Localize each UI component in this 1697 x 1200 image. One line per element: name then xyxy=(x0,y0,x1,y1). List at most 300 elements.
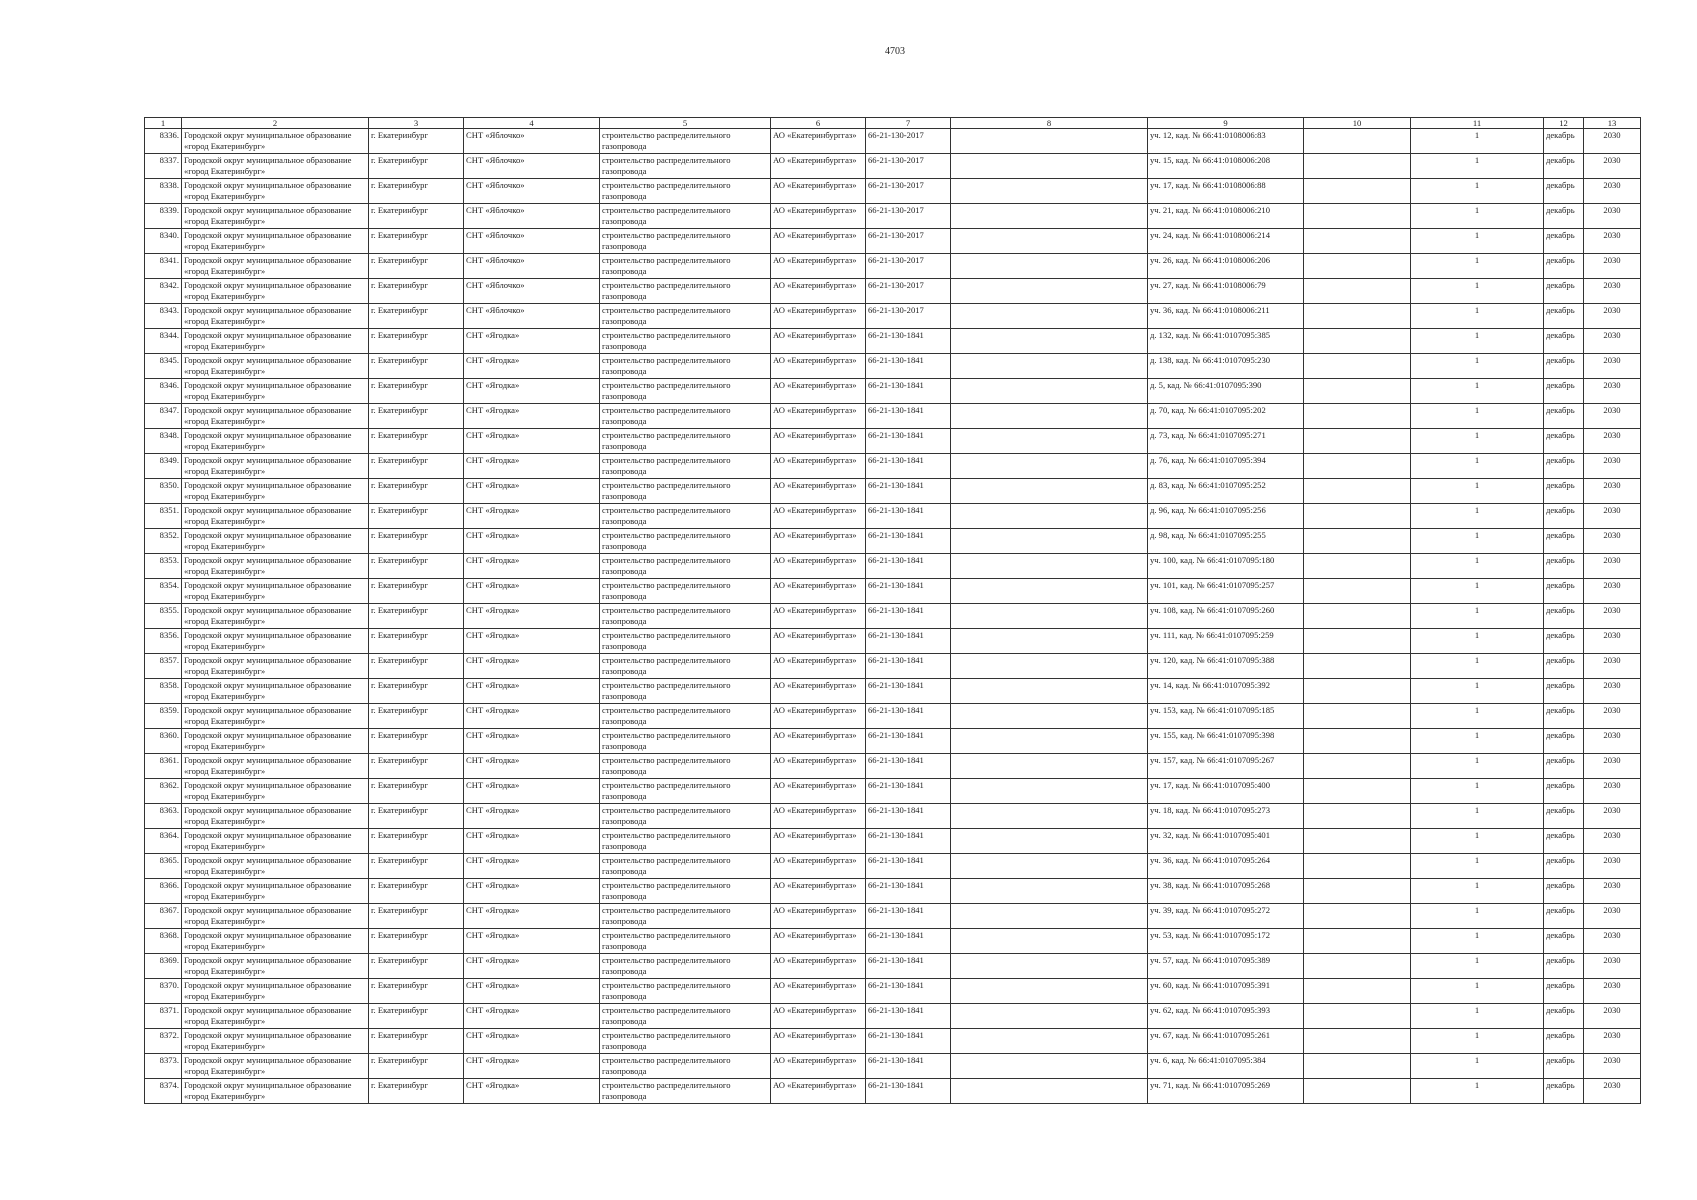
row-number: 8336. xyxy=(145,129,182,154)
organization-cell: АО «Екатеринбурггаз» xyxy=(771,904,866,929)
quantity-cell: 1 xyxy=(1411,804,1544,829)
plot-cell: д. 83, кад. № 66:41:0107095:252 xyxy=(1148,479,1304,504)
document-number-cell: 66-21-130-1841 xyxy=(866,904,951,929)
plot-cell: уч. 53, кад. № 66:41:0107095:172 xyxy=(1148,929,1304,954)
column-number: 10 xyxy=(1304,118,1411,129)
work-cell: строительство распределительного газопровода xyxy=(600,204,771,229)
empty-cell xyxy=(1304,1004,1411,1029)
organization-cell: АО «Екатеринбурггаз» xyxy=(771,304,866,329)
empty-cell xyxy=(1304,1029,1411,1054)
row-number: 8366. xyxy=(145,879,182,904)
row-number: 8374. xyxy=(145,1079,182,1104)
city-cell: г. Екатеринбург xyxy=(369,879,464,904)
table-row xyxy=(145,904,1641,929)
city-cell: г. Екатеринбург xyxy=(369,204,464,229)
city-cell: г. Екатеринбург xyxy=(369,1054,464,1079)
plot-cell: уч. 15, кад. № 66:41:0108006:208 xyxy=(1148,154,1304,179)
empty-cell xyxy=(951,554,1148,579)
month-cell: декабрь xyxy=(1544,504,1584,529)
row-number: 8371. xyxy=(145,1004,182,1029)
empty-cell xyxy=(951,829,1148,854)
work-cell: строительство распределительного газопровода xyxy=(600,654,771,679)
work-cell: строительство распределительного газопровода xyxy=(600,1029,771,1054)
month-cell: декабрь xyxy=(1544,929,1584,954)
city-cell: г. Екатеринбург xyxy=(369,979,464,1004)
row-number: 8353. xyxy=(145,554,182,579)
work-cell: строительство распределительного газопровода xyxy=(600,579,771,604)
work-cell: строительство распределительного газопровода xyxy=(600,329,771,354)
empty-cell xyxy=(951,504,1148,529)
work-cell: строительство распределительного газопровода xyxy=(600,904,771,929)
year-cell: 2030 xyxy=(1584,629,1641,654)
month-cell: декабрь xyxy=(1544,804,1584,829)
table-row xyxy=(145,329,1641,354)
work-cell: строительство распределительного газопровода xyxy=(600,429,771,454)
empty-cell xyxy=(1304,829,1411,854)
year-cell: 2030 xyxy=(1584,904,1641,929)
month-cell: декабрь xyxy=(1544,329,1584,354)
year-cell: 2030 xyxy=(1584,504,1641,529)
month-cell: декабрь xyxy=(1544,229,1584,254)
plot-cell: уч. 108, кад. № 66:41:0107095:260 xyxy=(1148,604,1304,629)
work-cell: строительство распределительного газопровода xyxy=(600,229,771,254)
month-cell: декабрь xyxy=(1544,479,1584,504)
organization-cell: АО «Екатеринбурггаз» xyxy=(771,579,866,604)
plot-cell: уч. 36, кад. № 66:41:0108006:211 xyxy=(1148,304,1304,329)
year-cell: 2030 xyxy=(1584,279,1641,304)
plot-cell: уч. 153, кад. № 66:41:0107095:185 xyxy=(1148,704,1304,729)
year-cell: 2030 xyxy=(1584,854,1641,879)
column-number: 1 xyxy=(145,118,182,129)
owner-cell: Городской округ муниципальное образование «город Екатеринбург» xyxy=(182,629,369,654)
organization-cell: АО «Екатеринбурггаз» xyxy=(771,504,866,529)
plot-cell: д. 98, кад. № 66:41:0107095:255 xyxy=(1148,529,1304,554)
row-number: 8368. xyxy=(145,929,182,954)
column-number: 7 xyxy=(866,118,951,129)
quantity-cell: 1 xyxy=(1411,304,1544,329)
empty-cell xyxy=(951,729,1148,754)
empty-cell xyxy=(951,429,1148,454)
empty-cell xyxy=(951,479,1148,504)
organization-cell: АО «Екатеринбурггаз» xyxy=(771,679,866,704)
month-cell: декабрь xyxy=(1544,429,1584,454)
month-cell: декабрь xyxy=(1544,829,1584,854)
organization-cell: АО «Екатеринбурггаз» xyxy=(771,229,866,254)
work-cell: строительство распределительного газопровода xyxy=(600,879,771,904)
empty-cell xyxy=(951,754,1148,779)
year-cell: 2030 xyxy=(1584,329,1641,354)
place-cell: СНТ «Ягодка» xyxy=(464,654,600,679)
quantity-cell: 1 xyxy=(1411,229,1544,254)
table-row xyxy=(145,479,1641,504)
month-cell: декабрь xyxy=(1544,529,1584,554)
year-cell: 2030 xyxy=(1584,354,1641,379)
document-number-cell: 66-21-130-1841 xyxy=(866,1029,951,1054)
city-cell: г. Екатеринбург xyxy=(369,129,464,154)
year-cell: 2030 xyxy=(1584,1004,1641,1029)
quantity-cell: 1 xyxy=(1411,979,1544,1004)
month-cell: декабрь xyxy=(1544,604,1584,629)
work-cell: строительство распределительного газопровода xyxy=(600,1079,771,1104)
plot-cell: уч. 155, кад. № 66:41:0107095:398 xyxy=(1148,729,1304,754)
table-row xyxy=(145,804,1641,829)
place-cell: СНТ «Ягодка» xyxy=(464,979,600,1004)
place-cell: СНТ «Яблочко» xyxy=(464,179,600,204)
table-row xyxy=(145,554,1641,579)
table-row xyxy=(145,279,1641,304)
empty-cell xyxy=(951,779,1148,804)
year-cell: 2030 xyxy=(1584,554,1641,579)
owner-cell: Городской округ муниципальное образование «город Екатеринбург» xyxy=(182,854,369,879)
owner-cell: Городской округ муниципальное образование «город Екатеринбург» xyxy=(182,504,369,529)
owner-cell: Городской округ муниципальное образование «город Екатеринбург» xyxy=(182,304,369,329)
year-cell: 2030 xyxy=(1584,579,1641,604)
quantity-cell: 1 xyxy=(1411,729,1544,754)
place-cell: СНТ «Ягодка» xyxy=(464,879,600,904)
organization-cell: АО «Екатеринбурггаз» xyxy=(771,954,866,979)
empty-cell xyxy=(951,679,1148,704)
empty-cell xyxy=(951,329,1148,354)
document-number-cell: 66-21-130-1841 xyxy=(866,804,951,829)
document-number-cell: 66-21-130-1841 xyxy=(866,679,951,704)
empty-cell xyxy=(951,954,1148,979)
city-cell: г. Екатеринбург xyxy=(369,429,464,454)
place-cell: СНТ «Ягодка» xyxy=(464,554,600,579)
work-cell: строительство распределительного газопровода xyxy=(600,954,771,979)
month-cell: декабрь xyxy=(1544,904,1584,929)
document-number-cell: 66-21-130-2017 xyxy=(866,179,951,204)
quantity-cell: 1 xyxy=(1411,754,1544,779)
document-number-cell: 66-21-130-1841 xyxy=(866,379,951,404)
table-row xyxy=(145,954,1641,979)
page-number: 4703 xyxy=(885,46,905,57)
work-cell: строительство распределительного газопровода xyxy=(600,929,771,954)
empty-cell xyxy=(1304,804,1411,829)
owner-cell: Городской округ муниципальное образование «город Екатеринбург» xyxy=(182,754,369,779)
plot-cell: д. 132, кад. № 66:41:0107095:385 xyxy=(1148,329,1304,354)
row-number: 8370. xyxy=(145,979,182,1004)
empty-cell xyxy=(951,579,1148,604)
empty-cell xyxy=(1304,529,1411,554)
document-number-cell: 66-21-130-2017 xyxy=(866,229,951,254)
empty-cell xyxy=(1304,879,1411,904)
organization-cell: АО «Екатеринбурггаз» xyxy=(771,604,866,629)
quantity-cell: 1 xyxy=(1411,354,1544,379)
table-row xyxy=(145,379,1641,404)
organization-cell: АО «Екатеринбурггаз» xyxy=(771,254,866,279)
empty-cell xyxy=(951,529,1148,554)
empty-cell xyxy=(1304,129,1411,154)
row-number: 8358. xyxy=(145,679,182,704)
quantity-cell: 1 xyxy=(1411,929,1544,954)
row-number: 8367. xyxy=(145,904,182,929)
empty-cell xyxy=(951,354,1148,379)
month-cell: декабрь xyxy=(1544,404,1584,429)
empty-cell xyxy=(951,704,1148,729)
quantity-cell: 1 xyxy=(1411,779,1544,804)
plot-cell: уч. 17, кад. № 66:41:0108006:88 xyxy=(1148,179,1304,204)
owner-cell: Городской округ муниципальное образование «город Екатеринбург» xyxy=(182,529,369,554)
organization-cell: АО «Екатеринбурггаз» xyxy=(771,729,866,754)
empty-cell xyxy=(951,1004,1148,1029)
row-number: 8355. xyxy=(145,604,182,629)
empty-cell xyxy=(951,179,1148,204)
work-cell: строительство распределительного газопровода xyxy=(600,404,771,429)
city-cell: г. Екатеринбург xyxy=(369,529,464,554)
organization-cell: АО «Екатеринбурггаз» xyxy=(771,654,866,679)
organization-cell: АО «Екатеринбурггаз» xyxy=(771,279,866,304)
organization-cell: АО «Екатеринбурггаз» xyxy=(771,1029,866,1054)
year-cell: 2030 xyxy=(1584,1029,1641,1054)
empty-cell xyxy=(1304,554,1411,579)
plot-cell: уч. 38, кад. № 66:41:0107095:268 xyxy=(1148,879,1304,904)
row-number: 8348. xyxy=(145,429,182,454)
quantity-cell: 1 xyxy=(1411,429,1544,454)
owner-cell: Городской округ муниципальное образование «город Екатеринбург» xyxy=(182,954,369,979)
plot-cell: уч. 101, кад. № 66:41:0107095:257 xyxy=(1148,579,1304,604)
organization-cell: АО «Екатеринбурггаз» xyxy=(771,429,866,454)
month-cell: декабрь xyxy=(1544,979,1584,1004)
year-cell: 2030 xyxy=(1584,204,1641,229)
quantity-cell: 1 xyxy=(1411,879,1544,904)
organization-cell: АО «Екатеринбурггаз» xyxy=(771,354,866,379)
place-cell: СНТ «Яблочко» xyxy=(464,154,600,179)
city-cell: г. Екатеринбург xyxy=(369,554,464,579)
table-row xyxy=(145,1054,1641,1079)
row-number: 8344. xyxy=(145,329,182,354)
city-cell: г. Екатеринбург xyxy=(369,179,464,204)
plot-cell: уч. 36, кад. № 66:41:0107095:264 xyxy=(1148,854,1304,879)
row-number: 8369. xyxy=(145,954,182,979)
year-cell: 2030 xyxy=(1584,379,1641,404)
organization-cell: АО «Екатеринбурггаз» xyxy=(771,404,866,429)
year-cell: 2030 xyxy=(1584,829,1641,854)
work-cell: строительство распределительного газопровода xyxy=(600,854,771,879)
document-number-cell: 66-21-130-1841 xyxy=(866,479,951,504)
quantity-cell: 1 xyxy=(1411,1004,1544,1029)
empty-cell xyxy=(1304,704,1411,729)
work-cell: строительство распределительного газопровода xyxy=(600,304,771,329)
table-row xyxy=(145,1079,1641,1104)
document-number-cell: 66-21-130-2017 xyxy=(866,254,951,279)
table-row xyxy=(145,429,1641,454)
document-number-cell: 66-21-130-1841 xyxy=(866,929,951,954)
place-cell: СНТ «Ягодка» xyxy=(464,804,600,829)
owner-cell: Городской округ муниципальное образование «город Екатеринбург» xyxy=(182,254,369,279)
row-number: 8373. xyxy=(145,1054,182,1079)
work-cell: строительство распределительного газопровода xyxy=(600,1004,771,1029)
register-table xyxy=(144,117,1641,1104)
city-cell: г. Екатеринбург xyxy=(369,479,464,504)
document-number-cell: 66-21-130-2017 xyxy=(866,304,951,329)
table-row xyxy=(145,504,1641,529)
document-number-cell: 66-21-130-1841 xyxy=(866,729,951,754)
owner-cell: Городской округ муниципальное образование «город Екатеринбург» xyxy=(182,179,369,204)
table-row xyxy=(145,829,1641,854)
empty-cell xyxy=(951,154,1148,179)
table-row xyxy=(145,129,1641,154)
city-cell: г. Екатеринбург xyxy=(369,779,464,804)
owner-cell: Городской округ муниципальное образование «город Екатеринбург» xyxy=(182,804,369,829)
place-cell: СНТ «Ягодка» xyxy=(464,604,600,629)
city-cell: г. Екатеринбург xyxy=(369,704,464,729)
empty-cell xyxy=(1304,329,1411,354)
owner-cell: Городской округ муниципальное образование «город Екатеринбург» xyxy=(182,704,369,729)
table-row xyxy=(145,704,1641,729)
owner-cell: Городской округ муниципальное образование «город Екатеринбург» xyxy=(182,379,369,404)
organization-cell: АО «Екатеринбурггаз» xyxy=(771,154,866,179)
year-cell: 2030 xyxy=(1584,754,1641,779)
quantity-cell: 1 xyxy=(1411,629,1544,654)
place-cell: СНТ «Ягодка» xyxy=(464,479,600,504)
city-cell: г. Екатеринбург xyxy=(369,579,464,604)
owner-cell: Городской округ муниципальное образование «город Екатеринбург» xyxy=(182,554,369,579)
plot-cell: уч. 18, кад. № 66:41:0107095:273 xyxy=(1148,804,1304,829)
empty-cell xyxy=(951,929,1148,954)
place-cell: СНТ «Ягодка» xyxy=(464,454,600,479)
owner-cell: Городской округ муниципальное образование «город Екатеринбург» xyxy=(182,329,369,354)
table-row xyxy=(145,579,1641,604)
row-number: 8351. xyxy=(145,504,182,529)
place-cell: СНТ «Ягодка» xyxy=(464,529,600,554)
place-cell: СНТ «Яблочко» xyxy=(464,204,600,229)
organization-cell: АО «Екатеринбурггаз» xyxy=(771,879,866,904)
row-number: 8347. xyxy=(145,404,182,429)
owner-cell: Городской округ муниципальное образование «город Екатеринбург» xyxy=(182,204,369,229)
month-cell: декабрь xyxy=(1544,254,1584,279)
owner-cell: Городской округ муниципальное образование «город Екатеринбург» xyxy=(182,229,369,254)
empty-cell xyxy=(951,129,1148,154)
column-number: 2 xyxy=(182,118,369,129)
document-number-cell: 66-21-130-1841 xyxy=(866,754,951,779)
city-cell: г. Екатеринбург xyxy=(369,754,464,779)
plot-cell: уч. 157, кад. № 66:41:0107095:267 xyxy=(1148,754,1304,779)
row-number: 8339. xyxy=(145,204,182,229)
table-row xyxy=(145,854,1641,879)
city-cell: г. Екатеринбург xyxy=(369,804,464,829)
city-cell: г. Екатеринбург xyxy=(369,854,464,879)
row-number: 8359. xyxy=(145,704,182,729)
work-cell: строительство распределительного газопровода xyxy=(600,1054,771,1079)
row-number: 8338. xyxy=(145,179,182,204)
quantity-cell: 1 xyxy=(1411,904,1544,929)
place-cell: СНТ «Ягодка» xyxy=(464,629,600,654)
city-cell: г. Екатеринбург xyxy=(369,654,464,679)
row-number: 8345. xyxy=(145,354,182,379)
month-cell: декабрь xyxy=(1544,1004,1584,1029)
table-row xyxy=(145,204,1641,229)
plot-cell: уч. 32, кад. № 66:41:0107095:401 xyxy=(1148,829,1304,854)
empty-cell xyxy=(951,854,1148,879)
owner-cell: Городской округ муниципальное образование «город Екатеринбург» xyxy=(182,404,369,429)
work-cell: строительство распределительного газопровода xyxy=(600,754,771,779)
month-cell: декабрь xyxy=(1544,954,1584,979)
quantity-cell: 1 xyxy=(1411,854,1544,879)
table-row xyxy=(145,154,1641,179)
quantity-cell: 1 xyxy=(1411,529,1544,554)
row-number: 8365. xyxy=(145,854,182,879)
table-row xyxy=(145,979,1641,1004)
month-cell: декабрь xyxy=(1544,1029,1584,1054)
owner-cell: Городской округ муниципальное образование «город Екатеринбург» xyxy=(182,1029,369,1054)
column-number: 5 xyxy=(600,118,771,129)
quantity-cell: 1 xyxy=(1411,954,1544,979)
quantity-cell: 1 xyxy=(1411,1079,1544,1104)
document-number-cell: 66-21-130-2017 xyxy=(866,129,951,154)
year-cell: 2030 xyxy=(1584,479,1641,504)
empty-cell xyxy=(1304,504,1411,529)
city-cell: г. Екатеринбург xyxy=(369,329,464,354)
work-cell: строительство распределительного газопровода xyxy=(600,154,771,179)
work-cell: строительство распределительного газопровода xyxy=(600,354,771,379)
document-number-cell: 66-21-130-1841 xyxy=(866,879,951,904)
document-number-cell: 66-21-130-1841 xyxy=(866,854,951,879)
month-cell: декабрь xyxy=(1544,379,1584,404)
place-cell: СНТ «Ягодка» xyxy=(464,779,600,804)
place-cell: СНТ «Ягодка» xyxy=(464,729,600,754)
quantity-cell: 1 xyxy=(1411,329,1544,354)
empty-cell xyxy=(1304,479,1411,504)
owner-cell: Городской округ муниципальное образование «город Екатеринбург» xyxy=(182,454,369,479)
document-number-cell: 66-21-130-1841 xyxy=(866,1079,951,1104)
organization-cell: АО «Екатеринбурггаз» xyxy=(771,1004,866,1029)
owner-cell: Городской округ муниципальное образование «город Екатеринбург» xyxy=(182,779,369,804)
organization-cell: АО «Екатеринбурггаз» xyxy=(771,629,866,654)
empty-cell xyxy=(951,804,1148,829)
row-number: 8354. xyxy=(145,579,182,604)
empty-cell xyxy=(1304,429,1411,454)
empty-cell xyxy=(1304,454,1411,479)
year-cell: 2030 xyxy=(1584,804,1641,829)
year-cell: 2030 xyxy=(1584,404,1641,429)
row-number: 8342. xyxy=(145,279,182,304)
year-cell: 2030 xyxy=(1584,429,1641,454)
place-cell: СНТ «Ягодка» xyxy=(464,379,600,404)
row-number: 8350. xyxy=(145,479,182,504)
quantity-cell: 1 xyxy=(1411,279,1544,304)
organization-cell: АО «Екатеринбурггаз» xyxy=(771,704,866,729)
empty-cell xyxy=(951,229,1148,254)
city-cell: г. Екатеринбург xyxy=(369,929,464,954)
plot-cell: уч. 14, кад. № 66:41:0107095:392 xyxy=(1148,679,1304,704)
plot-cell: уч. 12, кад. № 66:41:0108006:83 xyxy=(1148,129,1304,154)
column-number: 6 xyxy=(771,118,866,129)
empty-cell xyxy=(1304,279,1411,304)
plot-cell: уч. 62, кад. № 66:41:0107095:393 xyxy=(1148,1004,1304,1029)
empty-cell xyxy=(1304,679,1411,704)
year-cell: 2030 xyxy=(1584,304,1641,329)
organization-cell: АО «Екатеринбурггаз» xyxy=(771,1054,866,1079)
organization-cell: АО «Екатеринбурггаз» xyxy=(771,754,866,779)
organization-cell: АО «Екатеринбурггаз» xyxy=(771,529,866,554)
work-cell: строительство распределительного газопровода xyxy=(600,479,771,504)
plot-cell: д. 96, кад. № 66:41:0107095:256 xyxy=(1148,504,1304,529)
quantity-cell: 1 xyxy=(1411,704,1544,729)
empty-cell xyxy=(1304,904,1411,929)
document-number-cell: 66-21-130-1841 xyxy=(866,529,951,554)
table-row xyxy=(145,354,1641,379)
place-cell: СНТ «Ягодка» xyxy=(464,1079,600,1104)
row-number: 8362. xyxy=(145,779,182,804)
empty-cell xyxy=(1304,654,1411,679)
table-row xyxy=(145,1029,1641,1054)
document-number-cell: 66-21-130-1841 xyxy=(866,454,951,479)
empty-cell xyxy=(951,654,1148,679)
organization-cell: АО «Екатеринбурггаз» xyxy=(771,829,866,854)
organization-cell: АО «Екатеринбурггаз» xyxy=(771,179,866,204)
empty-cell xyxy=(1304,354,1411,379)
column-number: 13 xyxy=(1584,118,1641,129)
